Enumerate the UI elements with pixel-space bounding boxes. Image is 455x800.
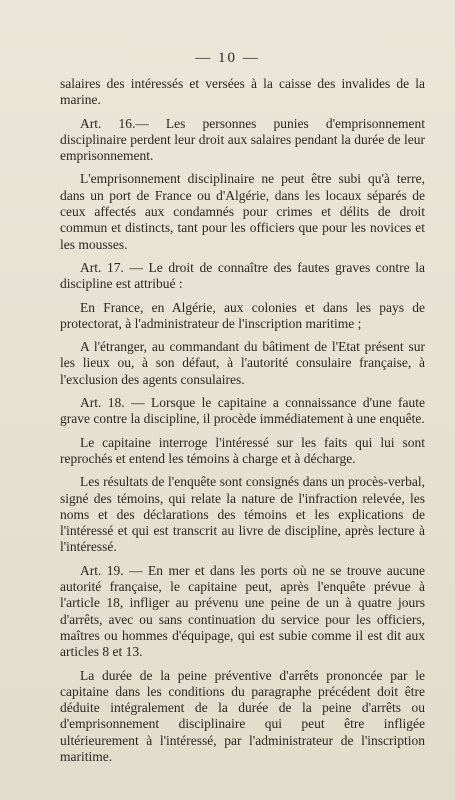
paragraph: A l'étranger, au commandant du bâtiment de l'Etat présent sur les lieux ou, à son défaut, à l'autorité consulaire française, à l'exclusion des agents consulaires. bbox=[60, 339, 425, 387]
paragraph-article-17: Art. 17. — Le droit de connaître des fautes graves contre la discipline est attribué : bbox=[60, 259, 425, 292]
body-text bbox=[60, 76, 425, 765]
paragraph: Le capitaine interroge l'intéressé sur les faits qui lui sont reprochés et entend les témoins à charge et à décharge. bbox=[60, 434, 425, 466]
paragraph: L'emprisonnement disciplinaire ne peut être subi qu'à terre, dans un port de France ou d'Algérie, dans les locaux séparés de ceux affectés aux condamnés pour crimes et délits de droit commun et distincts, tant pour les officiers que pour les novices et les mousses. bbox=[60, 171, 425, 252]
paragraph-article-16: Art. 16.— Les personnes punies d'emprisonnement disciplinaire perdent leur droit aux salaires pendant la durée de leur emprisonnement. bbox=[60, 115, 425, 164]
paragraph-article-19: Art. 19. — En mer et dans les ports où ne se trouve aucune autorité française, le capitaine peut, après l'enquête prévue à l'article 18, infliger au prévenu une peine de un à quatre jours d'arrêts, avec ou sans continuation du service pour les officiers, maîtres ou hommes d'équipage, qui est subie comme il est dit aux articles 8 et 13. bbox=[60, 562, 425, 660]
paragraph-continuation: salaires des intéressés et versées à la caisse des invalides de la marine. bbox=[60, 76, 425, 108]
page-number: — 10 — bbox=[195, 50, 260, 66]
paragraph: La durée de la peine préventive d'arrêts prononcée par le capitaine dans les conditions du paragraphe précédent doit être déduite intégralement de la durée de la peine d'arrêts ou d'emprisonnement disciplinaire qui peut être infligée ultérieurement à l'intéressé, par l'administrateur de l'inscription maritime. bbox=[60, 667, 425, 764]
paragraph-article-18: Art. 18. — Lorsque le capitaine a connaissance d'une faute grave contre la discipline, il procède immédiatement à une enquête. bbox=[60, 395, 425, 427]
paragraph: Les résultats de l'enquête sont consignés dans un procès-verbal, signé des témoins, qui relate la nature de l'infraction relevée, les noms et des déclarations des témoins et les explications de l'intéressé et qui est transcrit au livre de discipline, après lecture à l'intéressé. bbox=[60, 474, 425, 555]
paragraph: En France, en Algérie, aux colonies et dans les pays de protectorat, à l'administrateur de l'inscription maritime ; bbox=[60, 299, 425, 331]
